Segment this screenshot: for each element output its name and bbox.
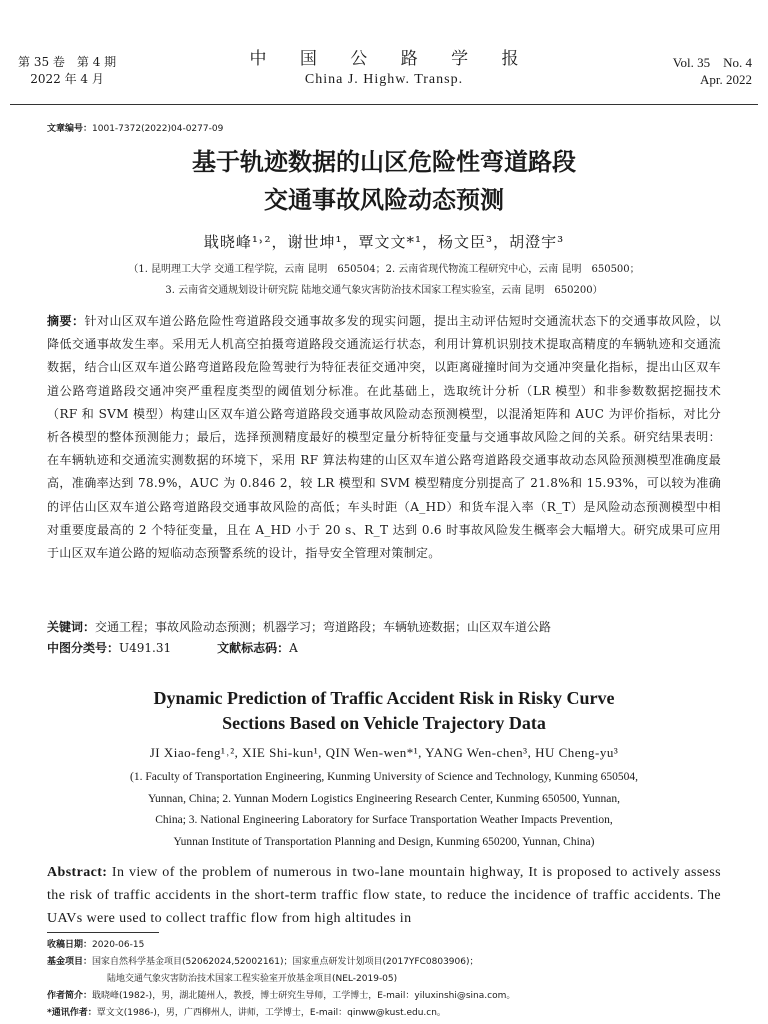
affiliations-en	[30, 767, 738, 853]
footnote-author	[47, 988, 737, 1005]
footnote-corresponding	[47, 1005, 737, 1022]
footnote-received	[47, 937, 737, 954]
keywords-cn	[47, 617, 721, 637]
abstract-en-text: In view of the problem of numerous in two-lane mountain highway, It is proposed to actively assess the risk of traffic accidents in the short-term traffic flow state, to reduce the incidence of traffic accidents. The UAVs were used to collect traffic flow from high altitudes in	[47, 865, 721, 926]
clc-value: U491.31	[119, 641, 172, 655]
affiliation-cn-line1: （1. 昆明理工大学 交通工程学院，云南 昆明 650504；2. 云南省现代物流工程研究中心，云南 昆明 650500；	[128, 264, 640, 275]
keywords-cn-text: 交通工程；事故风险动态预测；机器学习；弯道路段；车辆轨迹数据；山区双车道公路	[95, 620, 552, 634]
doc-code-value: A	[289, 641, 298, 655]
received-label: 收稿日期：	[47, 940, 93, 950]
clc-label: 中图分类号：	[47, 641, 120, 655]
abstract-en-label: Abstract:	[47, 865, 108, 880]
title-en	[0, 686, 768, 736]
doc-code-label: 文献标志码：	[217, 641, 290, 655]
footnote-fund-continued: 陆地交通气象灾害防治技术国家工程实验室开放基金项目(NEL-2019-05)	[107, 974, 398, 984]
title-cn	[0, 143, 768, 219]
date-en: Apr. 2022	[700, 72, 752, 87]
title-cn-line1: 基于轨迹数据的山区危险性弯道路段	[192, 148, 576, 176]
abstract-en	[47, 861, 721, 930]
fund-value: 国家自然科学基金项目(52062024,52002161)；国家重点研发计划项目(2017YFC0803906)；	[92, 957, 479, 967]
authors-en: JI Xiao-feng¹˒², XIE Shi-kun¹, QIN Wen-wen*¹, YANG Wen-chen³, HU Cheng-yu³	[149, 745, 619, 760]
received-value: 2020-06-15	[92, 940, 145, 950]
article-number-label: 文章编号：	[47, 124, 93, 134]
footnote-divider	[47, 932, 159, 933]
author-bio-label: 作者简介：	[47, 991, 93, 1001]
affiliation-en-line3: China; 3. National Engineering Laboratory for Surface Transportation Weather Impacts Prevention,	[155, 814, 613, 826]
author-bio-value: 戢晓峰(1982-)，男，湖北随州人，教授，博士研究生导师，工学博士，E-mail：yiluxinshi@sina.com。	[92, 991, 516, 1001]
title-en-line1: Dynamic Prediction of Traffic Accident Risk in Risky Curve	[153, 688, 615, 708]
abstract-cn-label: 摘要：	[47, 314, 85, 328]
header-center	[0, 48, 768, 90]
article-number	[47, 121, 223, 134]
authors-cn: 戢晓峰¹˒²，谢世坤¹，覃文文*¹，杨文臣³，胡澄宇³	[203, 233, 565, 251]
title-en-line2: Sections Based on Vehicle Trajectory Data	[222, 713, 546, 733]
affiliation-en-line2: Yunnan, China; 2. Yunnan Modern Logistics Engineering Research Center, Kunming 650500, Yunnan,	[147, 792, 621, 805]
affiliation-cn-line2: 3. 云南省交通规划设计研究院 陆地交通气象灾害防治技术国家工程实验室，云南 昆明 650200）	[165, 285, 603, 296]
footnote-fund	[47, 954, 737, 971]
journal-name-en: China J. Highw. Transp.	[304, 72, 464, 87]
classification	[47, 638, 721, 658]
journal-name-cn: 中 国 公 路 学 报	[249, 49, 533, 69]
affiliation-en-line1: (1. Faculty of Transportation Engineering, Kunming University of Science and Technology, Kunming 650504,	[130, 771, 638, 783]
date-cn: 2022 年 4 月	[30, 72, 104, 86]
header-right	[673, 54, 752, 88]
journal-header	[0, 40, 768, 96]
article-number-value: 1001-7372(2022)04-0277-09	[92, 124, 224, 134]
title-cn-line2: 交通事故风险动态预测	[264, 186, 504, 214]
volume-issue-en: Vol. 35 No. 4	[672, 55, 752, 70]
keywords-cn-label: 关键词：	[47, 620, 96, 634]
corresponding-label: *通讯作者：	[47, 1008, 97, 1018]
corresponding-value: 覃文文(1986-)，男，广西柳州人，讲师，工学博士，E-mail：qinww@kust.edu.cn。	[96, 1008, 446, 1018]
affiliations-cn	[30, 259, 738, 301]
header-divider	[10, 104, 758, 105]
fund-label: 基金项目：	[47, 957, 93, 967]
footnotes	[47, 937, 737, 1022]
affiliation-en-line4: Yunnan Institute of Transportation Planning and Design, Kunming 650200, Yunnan, China)	[173, 835, 595, 848]
volume-issue-cn: 第 35 卷 第 4 期	[18, 55, 117, 69]
abstract-cn-text: 针对山区双车道公路危险性弯道路段交通事故多发的现实问题，提出主动评估短时交通流状态下的交通事故风险，以降低交通事故发生率。采用无人机高空拍摄弯道路段交通流运行状态，利用计算机识别技术提取高精度的车辆轨迹和交通流数据，结合山区双车道公路弯道路段危险驾驶行为特征表征交通冲突，以距离碰撞时间为交通冲突量化指标，提出山区双车道公路弯道路段交通冲突严重程度类型的阈值划分标准。在此基础上，选取统计分析（LR 模型）和非参数数据挖掘技术（RF 和 SVM 模型）构建山区双车道公路弯道路段交通事故风险动态预测模型，以混淆矩阵和 AUC 为评价指标，对比分析各模型的整体预测能力；最后，选择预测精度最好的模型定量分析特征变量与交通事故风险之间的关系。研究结果表明：在车辆轨迹和交通流实测数据的环境下，采用 RF 算法构建的山区双车道公路弯道路段交通事故动态风险预测模型准确度最高，准确率达到 78.9%，AUC 为 0.846 2，较 LR 模型和 SVM 模型精度分别提高了 21.8%和 15.93%，可以较为准确的评估山区双车道公路弯道路段交通事故风险的高低；车头时距（A_HD）和货车混入率（R_T）是风险动态预测模型中相对重要度最高的 2 个特征变量，且在 A_HD 小于 20 s、R_T 达到 0.6 时事故风险发生概率会大幅增大。研究成果可应用于山区双车道公路的短临动态预警系统的设计，指导安全管理对策制定。	[47, 314, 722, 561]
abstract-cn	[47, 310, 721, 565]
